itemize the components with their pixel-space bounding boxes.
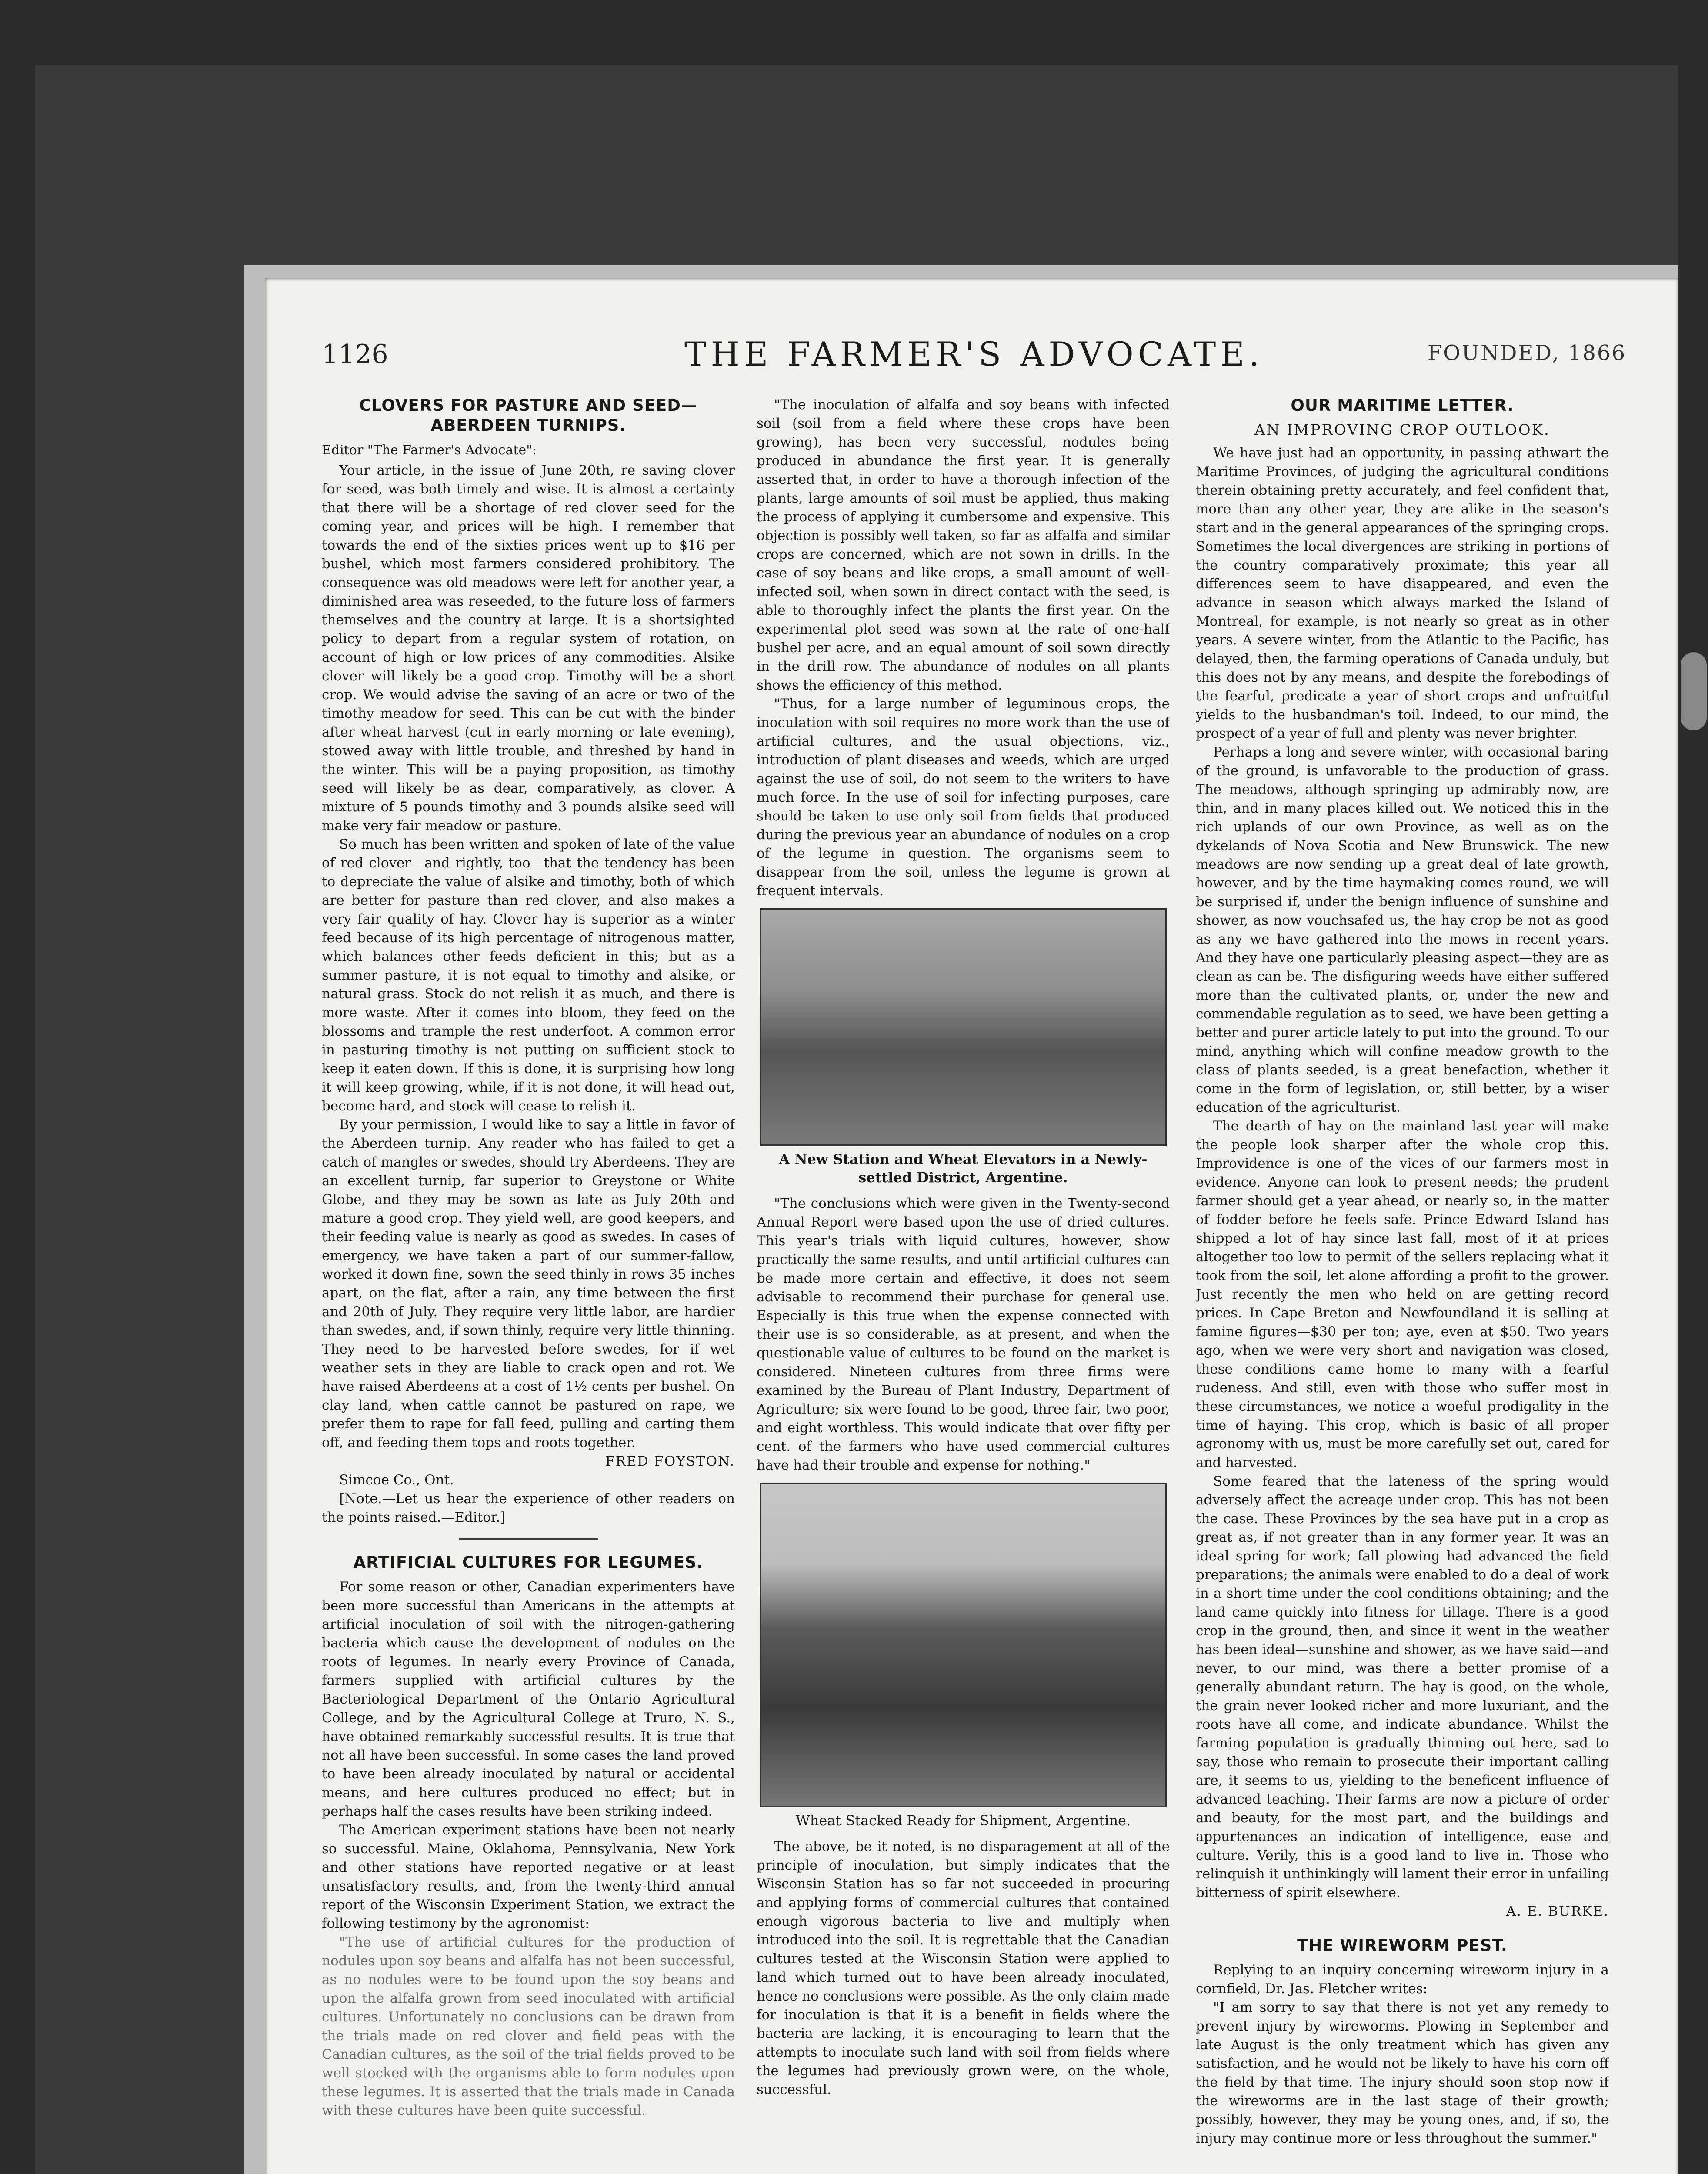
legumes-headline: ARTIFICIAL CULTURES FOR LEGUMES. [353, 1553, 704, 1572]
maritime-paragraph-3: The dearth of hay on the mainland last year will make the people look sharper after the whole crop this. Improvidence is one of the vices of our farmers most in evidence. Anyone can look to present needs; the prudent farmer should get a year ahead, or nearly so, in the matter of fodder before he feels safe. Prince Edward Island has shipped a lot of hay since last fall, most of it at prices altogether too low to permit of the sellers replacing what it took from the soil, let alone affording a profit to the grower. Just recently the men who held on are getting record prices. In Cape Breton and Newfoundland it is selling at famine figures—$30 per ton; aye, even at $50. Two years ago, when we were very short and navigation was closed, these conditions came home to many with a fearful rudeness. And still, even with those who suffer most in these circumstances, we notice a woeful prodigality in the time of haying. This crop, which is basic of all proper agronomy with us, must be more carefully set out, cared for and harvested. [1196, 1118, 1609, 1470]
maritime-signature: A. E. BURKE. [1506, 1904, 1609, 1919]
clovers-paragraph-1: Your article, in the issue of June 20th, re saving clover for seed, was both timely and wise. It is almost a certainty that there will be a shortage of red clover seed for the coming year, and prices will be high. I remember that towards the end of the sixties prices went up to $16 per bushel, which most farmers considered prohibitory. The consequence was old meadows were left for another year, a diminished area was reseeded, to the future loss of farmers themselves and the country at large. It is a shortsighted policy to depart from a regular system of rotation, on account of high or low prices of any commodities. Alsike clover will likely be a good crop. Timothy will be a short crop. We would advise the saving of an acre or two of the timothy meadow for seed. This can be cut with the binder after wheat harvest (cut in early morning or late evening), stowed away with little trouble, and threshed by hand in the winter. This will be a paying proposition, as timothy seed will likely be as dear, comparatively, as clover. A mixture of 5 pounds timothy and 3 pounds alsike seed will make very fair meadow or pasture. [322, 463, 735, 834]
clovers-salutation: Editor "The Farmer's Advocate": [322, 443, 537, 458]
clovers-signature: FRED FOYSTON. [605, 1454, 735, 1469]
legumes-paragraph-1: For some reason or other, Canadian experimenters have been more successful than Americans in the attempts at artificial inoculation of soil with the nitrogen-gathering bacteria which cause the development of nodules on the roots of legumes. In nearly every Province of Canada, farmers supplied with artificial cultures by the Bacteriological Department of the Ontario Agricultural College, and by the Agricultural College at Truro, N. S., have obtained remarkably successful results. It is true that not all have been successful. In some cases the land proved to have been already inoculated by natural or accidental means, and here cultures produced no effect; but in perhaps half the cases results have been striking indeed. [322, 1579, 735, 1819]
maritime-subhead: AN IMPROVING CROP OUTLOOK. [1254, 421, 1550, 439]
newspaper-page [265, 278, 1678, 2174]
photo-caption-2: Wheat Stacked Ready for Shipment, Argentine. [795, 1812, 1131, 1829]
wireworm-paragraph-2: "I am sorry to say that there is not yet any remedy to prevent injury by wireworms. Plowing in September and late August is the only treatment which has given any satisfaction, and he would not be likely to have his corn off the field by that time. The injury should soon stop now if the wireworms are in the last stage of their growth; possibly, however, they may be young ones, and, if so, the injury may continue more or less throughout the summer." [1196, 2000, 1609, 2146]
photo-caption-1: A New Station and Wheat Elevators in a Newly-settled District, Argentine. [779, 1151, 1148, 1186]
column-2 [757, 396, 1170, 2174]
legumes-paragraph-2: The American experiment stations have been not nearly so successful. Maine, Oklahoma, Pennsylvania, New York and other stations have reported negative or at least unsatisfactory results, and, from the twenty-third annual report of the Wisconsin Experiment Station, we extract the following testimony by the agronomist: [322, 1822, 735, 1931]
maritime-headline: OUR MARITIME LETTER. [1291, 396, 1514, 415]
legumes-paragraph-7: The above, be it noted, is no disparagement at all of the principle of inoculation, but simply indicates that the Wisconsin Station has so far not succeeded in procuring and applying forms of commercial cultures that contained enough vigorous bacteria to live and multiply when introduced into the soil. It is regrettable that the Canadian cultures tested at the Wisconsin Station were applied to land which turned out to have been already inoculated, hence no conclusions were possible. As the only claim made for inoculation is that it is a benefit in fields where the bacteria are lacking, it is encouraging to learn that the attempts to inoculate such land with soil from fields where the legumes had previously grown were, on the whole, successful. [757, 1839, 1170, 2097]
photo-wheat-stacked [760, 1483, 1167, 1807]
photo-station-elevators [760, 908, 1167, 1146]
wireworm-paragraph-1: Replying to an inquiry concerning wireworm injury in a cornfield, Dr. Jas. Fletcher writes: [1196, 1962, 1609, 1997]
clovers-paragraph-2: So much has been written and spoken of late of the value of red clover—and rightly, too—that the tendency has been to depreciate the value of alsike and timothy, both of which are better for pasture than red clover, and also makes a very fair quality of hay. Clover hay is superior as a winter feed because of its high percentage of nitrogenous matter, which balances other feeds deficient in this; but as a summer pasture, it is not equal to timothy and alsike, or natural grass. Stock do not relish it as much, and there is more waste. After it comes into bloom, they feed on the blossoms and trample the rest underfoot. A common error in pasturing timothy is not putting on sufficient stock to keep it eaten down. If this is done, it is surprising how long it will keep growing, while, if it is not done, it will head out, become hard, and stock will cease to relish it. [322, 837, 735, 1114]
editor-note: [Note.—Let us hear the experience of other readers on the points raised.—Editor.] [322, 1491, 735, 1525]
founded-label: FOUNDED, 1866 [1427, 341, 1626, 365]
divider-rule [459, 1538, 598, 1540]
maritime-paragraph-2: Perhaps a long and severe winter, with occasional baring of the ground, is unfavorable to the production of grass. The meadows, although springing up admirably now, are thin, and in many places killed out. We noticed this in the rich uplands of our own Province, as well as on the dykelands of Nova Scotia and New Brunswick. The new meadows are now sending up a great deal of late growth, however, and by the time haymaking comes round, we will be surprised if, under the benign influence of sunshine and shower, as now vouchsafed us, the hay crop be not as good as any we have gathered into the mows in recent years. And they have one particularly pleasing aspect—they are as clean as can be. The disfiguring weeds have either suffered more than the cultivated plants, or, under the new and commendable regulation as to seed, we have been getting a better and purer article lately to put into the ground. To our mind, anything which will confine meadow growth to the class of plants seeded, is a great benefaction, whether it come in the form of legislation, or, still better, by a wiser education of the agriculturist. [1196, 744, 1609, 1115]
binder-clip [1681, 652, 1707, 730]
maritime-paragraph-4: Some feared that the lateness of the spring would adversely affect the acreage under crop. This has not been the case. These Provinces by the sea have put in a crop as great as, if not greater than in any former year. It was an ideal spring for work; fall plowing had advanced the field preparations; the animals were enabled to do a deal of work in a short time under the cool conditions obtaining; and the land came quickly into fitness for tillage. There is a good crop in the ground, then, and since it went in the weather has been ideal—sunshine and shower, as we have said—and never, to our mind, was there a better promise of a generally abundant return. The hay is good, on the whole, the grain never looked richer and more luxuriant, and the roots have all come, and indicate abundance. Whilst the farming population is gradually thinning out here, sad to say, those who remain to prosecute their important calling are, it seems to us, yielding to the beneficent influence of advanced teaching. Their farms are now a picture of order and beauty, for the most part, and the buildings and appurtenances an indication of intelligence, ease and culture. Verily, this is a good land to live in. Those who relinquish it unthinkingly will lament their error in unfailing bitterness of spirit elsewhere. [1196, 1474, 1609, 1901]
legumes-paragraph-5: "Thus, for a large number of leguminous crops, the inoculation with soil requires no more work than the use of artificial cultures, and the usual objections, viz., introduction of plant diseases and weeds, which are urged against the use of soil, do not seem to the writers to have much force. In the use of soil for infecting purposes, care should be taken to use only soil from fields that produced during the previous year an abundance of nodules on a crop of the legume in question. The organisms seem to disappear from the soil, unless the legume is grown at frequent intervals. [757, 696, 1170, 899]
spacer [1196, 1921, 1609, 1936]
legumes-paragraph-3: "The use of artificial cultures for the production of nodules upon soy beans and alfalfa has not been successful, as no nodules were to be found upon the soy beans and upon the alfalfa grown from seed inoculated with artificial cultures. Unfortunately no conclusions can be drawn from the trials made on red clover and field peas with the Canadian cultures, as the soil of the trial fields proved to be well stocked with the organisms able to form nodules upon these legumes. It is asserted that the trials made in Canada with these cultures have been quite successful. [322, 1934, 735, 2118]
wireworm-headline: THE WIREWORM PEST. [1297, 1936, 1508, 1955]
maritime-paragraph-1: We have just had an opportunity, in passing athwart the Maritime Provinces, of judging the agricultural conditions therein obtaining pretty accurately, and feel confident that, more than any other year, they are alike in the season's start and in the general appearances of the springing crops. Sometimes the local divergences are striking in portions of the country comparatively proximate; this year all differences seem to have disappeared, and even the advance in season which always marked the Island of Montreal, for example, is not nearly so great as in other years. A severe winter, from the Atlantic to the Pacific, has delayed, then, the farming operations of Canada unduly, but this does not by any means, and despite the forebodings of the fearful, predicate a year of short crops and unfruitful yields to the husbandman's toil. Indeed, to our mind, the prospect of a year of full and plenty was never brighter. [1196, 445, 1609, 741]
page-number: 1126 [322, 339, 388, 370]
clovers-place: Simcoe Co., Ont. [339, 1472, 454, 1488]
page-title: THE FARMER'S ADVOCATE. [684, 335, 1264, 373]
clovers-paragraph-3: By your permission, I would like to say a little in favor of the Aberdeen turnip. Any reader who has failed to get a catch of mangles or swedes, should try Aberdeens. They are an excellent turnip, far superior to Greystone or White Globe, and they may be sown as late as July 20th and mature a good crop. They yield well, are good keepers, and their feeding value is nearly as good as swedes. In cases of emergency, we have taken a part of our summer-fallow, worked it down fine, sown the seed thinly in rows 35 inches apart, on the flat, after a rain, any time between the first and 20th of July. They require very little labor, are hardier than swedes, and, if sown thinly, require very little thinning. They need to be harvested before swedes, for if wet weather sets in they are liable to crack open and rot. We have raised Aberdeens at a cost of 1½ cents per bushel. On clay land, when cattle cannot be pastured on rape, we prefer them to rape for fall feed, pulling and carting them off, and feeding them tops and roots together. [322, 1117, 735, 1450]
column-3 [1196, 396, 1609, 2174]
legumes-paragraph-6: "The conclusions which were given in the Twenty-second Annual Report were based upon the use of dried cultures. This year's trials with liquid cultures, however, show practically the same results, and until artificial cultures can be made more certain and effective, it does not seem advisable to recommend their purchase for general use. Especially is this true when the expense connected with their use is so considerable, as at present, and when the questionable value of cultures to be found on the market is considered. Nineteen cultures from three firms were examined by the Bureau of Plant Industry, Department of Agriculture; six were found to be good, three fair, two poor, and eight worthless. This would indicate that over fifty per cent. of the farmers who have used commercial cultures have had their trouble and expense for nothing." [757, 1196, 1170, 1473]
page-header [322, 335, 1626, 387]
column-1 [322, 396, 735, 2174]
legumes-paragraph-4: "The inoculation of alfalfa and soy beans with infected soil (soil from a field where these crops have been growing), has been very successful, nodules being produced in abundance the first year. It is generally asserted that, in order to have a thorough infection of the plants, large amounts of soil must be applied, thus making the process of applying it cumbersome and expensive. This objection is possibly well taken, so far as alfalfa and similar crops are concerned, which are not sown in drills. In the case of soy beans and like crops, a small amount of well-infected soil, when sown in direct contact with the seed, is able to thoroughly infect the plants the first year. On the experimental plot seed was sown at the rate of one-half bushel per acre, and an equal amount of soil sown directly in the drill row. The abundance of nodules on all plants shows the efficiency of this method. [757, 397, 1170, 693]
clovers-headline: CLOVERS FOR PASTURE AND SEED—ABERDEEN TURNIPS. [359, 396, 697, 435]
